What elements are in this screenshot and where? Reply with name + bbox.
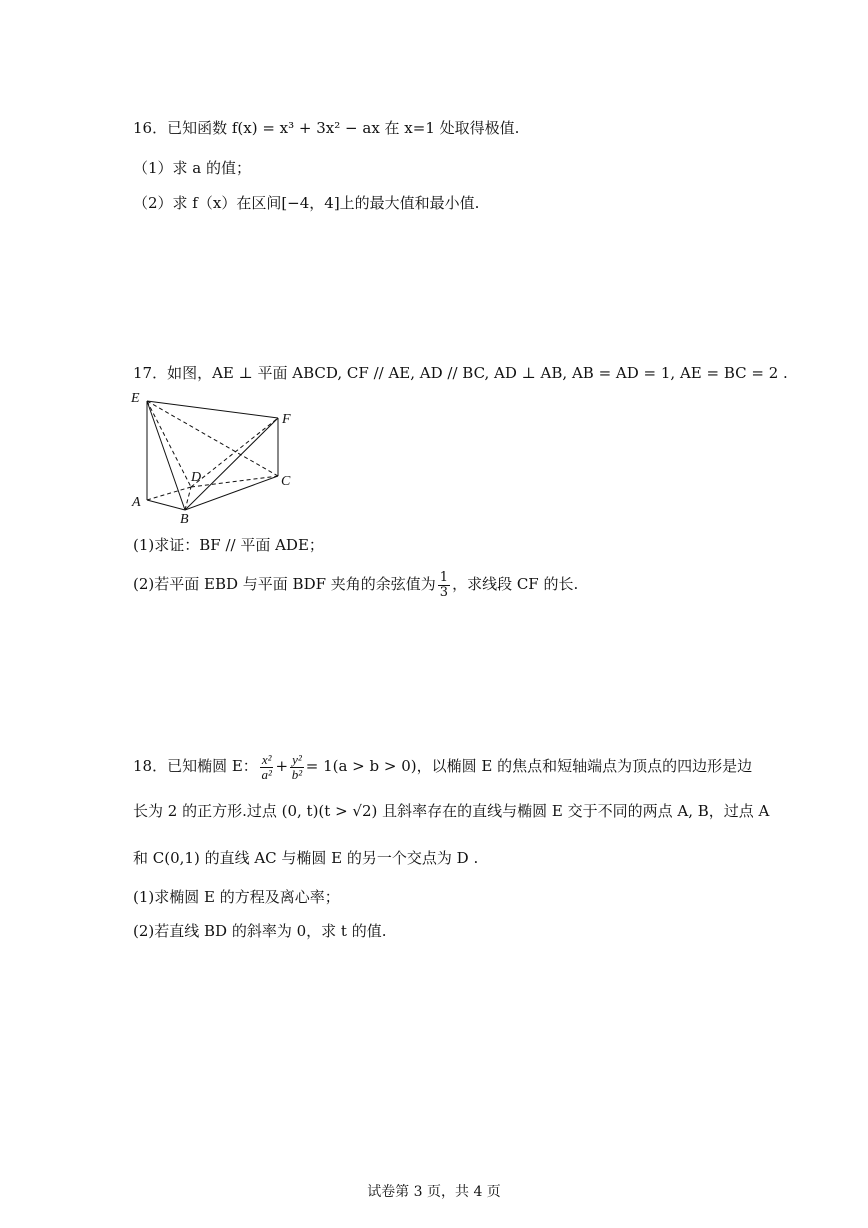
eq-num-y: y² bbox=[292, 751, 302, 767]
q16-stem: 16．已知函数 f(x) = x³ + 3x² − ax 在 x=1 处取得极值. bbox=[133, 119, 520, 137]
q18-stem bbox=[133, 746, 752, 786]
page-footer: 试卷第 3 页，共 4 页 bbox=[367, 1184, 501, 1200]
eq-fraction-y bbox=[290, 753, 304, 782]
q18-part2: (2)若直线 BD 的斜率为 0，求 t 的值. bbox=[133, 922, 387, 940]
eq-fraction-x bbox=[260, 753, 274, 782]
frac-denominator: 3 bbox=[439, 584, 449, 600]
q17-part2-before: (2)若平面 EBD 与平面 BDF 夹角的余弦值为 bbox=[133, 575, 436, 593]
q17-stem: 17．如图，AE ⊥ 平面 ABCD, CF // AE, AD // BC, AD ⊥ AB, AB = AD = 1, AE = BC = 2 . bbox=[133, 364, 788, 382]
q16-part1: （1）求 a 的值； bbox=[133, 159, 252, 177]
q18-line2: 长为 2 的正方形.过点 (0, t)(t > √2) 且斜率存在的直线与椭圆 E 交于不同的两点 A, B，过点 A bbox=[133, 802, 770, 820]
q17-part2 bbox=[133, 567, 578, 601]
label-a: A bbox=[132, 495, 141, 510]
label-e: E bbox=[131, 391, 140, 406]
eq-den-b: b² bbox=[291, 766, 303, 782]
edge-ad bbox=[147, 487, 191, 500]
eq-plus: + bbox=[275, 757, 289, 775]
label-b: B bbox=[180, 512, 189, 526]
label-d: D bbox=[191, 470, 202, 485]
edge-ef bbox=[147, 401, 278, 418]
eq-num-x: x² bbox=[261, 751, 272, 767]
label-f: F bbox=[282, 412, 291, 427]
q16-part2: （2）求 f（x）在区间[−4，4]上的最大值和最小值. bbox=[133, 194, 480, 212]
label-c: C bbox=[281, 474, 291, 489]
q17-part2-after: ，求线段 CF 的长. bbox=[452, 575, 579, 593]
q18-intro: 18．已知椭圆 E： bbox=[133, 757, 258, 775]
q18-eq-tail: = 1(a > b > 0)，以椭圆 E 的焦点和短轴端点为顶点的四边形是边 bbox=[305, 757, 753, 775]
edge-bf bbox=[185, 418, 278, 510]
fraction-one-third bbox=[438, 571, 450, 600]
edge-ab bbox=[147, 500, 185, 510]
edge-df bbox=[191, 418, 278, 487]
eq-den-a: a² bbox=[261, 766, 272, 782]
edge-ed bbox=[147, 401, 191, 487]
edge-dc bbox=[191, 476, 278, 487]
q18-part1: (1)求椭圆 E 的方程及离心率； bbox=[133, 888, 340, 906]
q18-line3: 和 C(0,1) 的直线 AC 与椭圆 E 的另一个交点为 D . bbox=[133, 849, 479, 867]
edge-eb bbox=[147, 401, 185, 510]
geometry-figure bbox=[128, 388, 308, 526]
q17-part1: (1)求证：BF // 平面 ADE； bbox=[133, 536, 324, 554]
frac-numerator: 1 bbox=[439, 569, 449, 585]
